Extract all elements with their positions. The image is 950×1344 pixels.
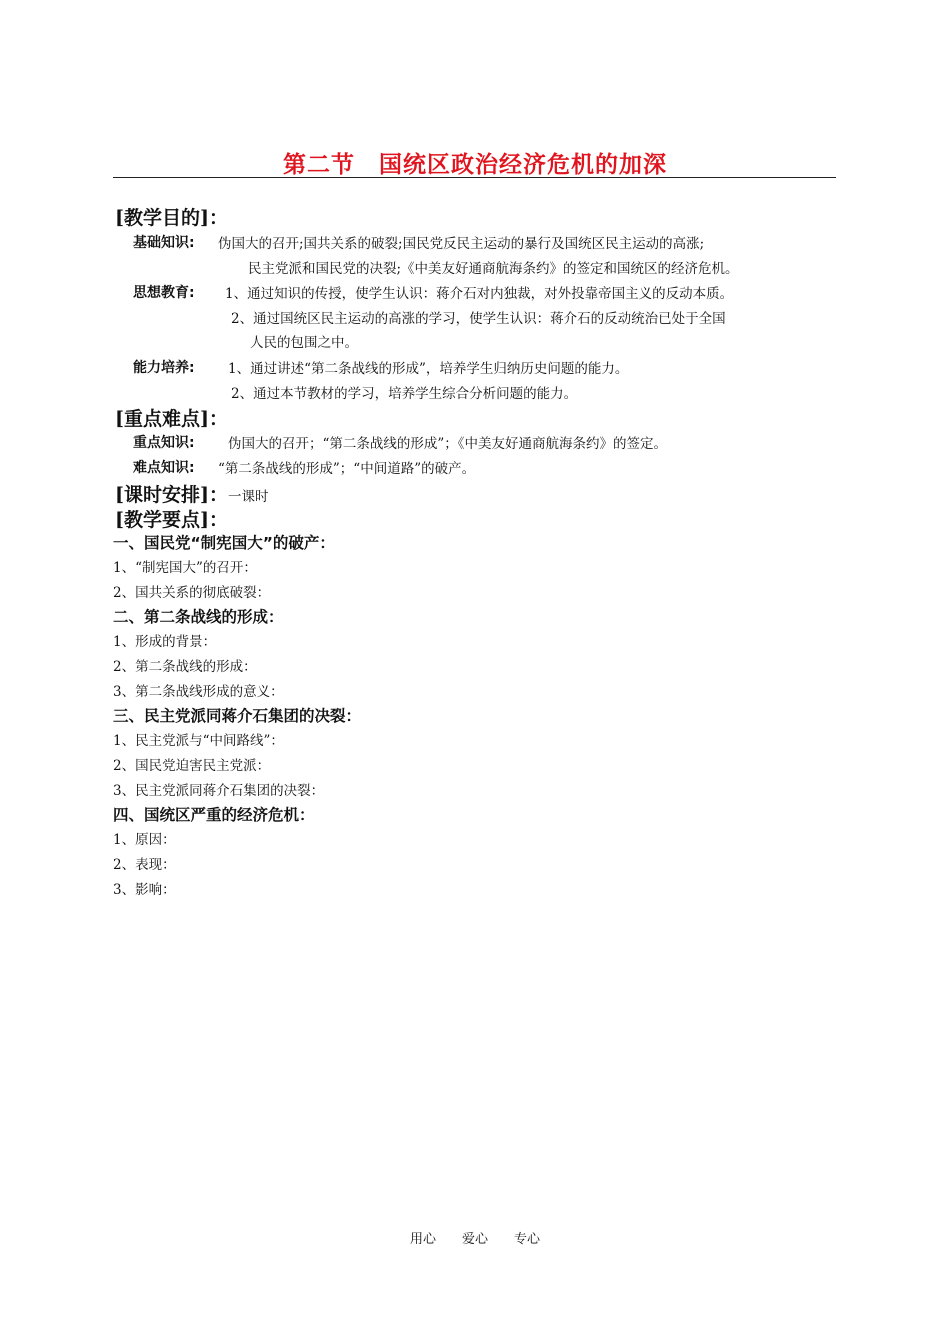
outline-item: 3、影响：: [113, 882, 176, 898]
page-footer: 用心 爱心 专心: [409, 1232, 540, 1247]
schedule-value: 一课时: [227, 489, 269, 505]
outline-section-title: 四、国统区严重的经济危机：: [113, 806, 315, 824]
thought-label: 思想教育:: [133, 285, 195, 301]
thought-line-1: 1、通过知识的传授，使学生认识：蒋介石对内独裁，对外投靠帝国主义的反动本质。: [225, 286, 734, 302]
outline-item: 1、原因：: [113, 832, 176, 848]
schedule-heading-label: [课时安排]：: [115, 484, 228, 506]
keypoints-heading: [重点难点]：: [115, 408, 228, 430]
knowledge-line-2: 民主党派和国民党的决裂;《中美友好通商航海条约》的签定和国统区的经济危机。: [248, 261, 739, 277]
hard-knowledge-label: 难点知识:: [133, 460, 195, 476]
outline-heading: [教学要点]：: [115, 509, 228, 531]
ability-label: 能力培养:: [133, 360, 195, 376]
outline-section-title: 一、国民党“制宪国大”的破产：: [113, 534, 335, 552]
outline-item: 2、国共关系的彻底破裂：: [113, 585, 271, 601]
schedule-heading: [115, 480, 268, 507]
outline-item: 1、“制宪国大”的召开：: [113, 560, 257, 576]
objectives-heading: [教学目的]：: [115, 207, 228, 229]
hard-knowledge-text: “第二条战线的形成”；“中间道路”的破产。: [218, 461, 476, 477]
outline-item: 1、形成的背景：: [113, 634, 217, 650]
ability-line-2: 2、通过本节教材的学习，培养学生综合分析问题的能力。: [231, 386, 578, 402]
outline-section-title: 二、第二条战线的形成：: [113, 608, 284, 626]
thought-line-2: 2、通过国统区民主运动的高涨的学习，使学生认识：蒋介石的反动统治已处于全国: [231, 311, 726, 327]
outline-item: 2、第二条战线的形成：: [113, 659, 257, 675]
ability-line-1: 1、通过讲述“第二条战线的形成”，培养学生归纳历史问题的能力。: [228, 361, 629, 377]
thought-line-3: 人民的包围之中。: [250, 335, 358, 351]
outline-item: 3、第二条战线形成的意义：: [113, 684, 284, 700]
knowledge-line-1: 伪国大的召开;国共关系的破裂;国民党反民主运动的暴行及国统区民主运动的高涨;: [218, 236, 705, 252]
outline-item: 2、表现：: [113, 857, 176, 873]
outline-item: 3、民主党派同蒋介石集团的决裂：: [113, 783, 325, 799]
outline-item: 2、国民党迫害民主党派：: [113, 758, 271, 774]
outline-section-title: 三、民主党派同蒋介石集团的决裂：: [113, 707, 362, 725]
outline-item: 1、民主党派与“中间路线”：: [113, 733, 284, 749]
key-knowledge-label: 重点知识:: [133, 435, 195, 451]
page-title: 第二节 国统区政治经济危机的加深: [283, 152, 667, 178]
knowledge-label: 基础知识:: [133, 235, 195, 251]
title-divider: [113, 177, 836, 178]
key-knowledge-text: 伪国大的召开；“第二条战线的形成”；《中美友好通商航海条约》的签定。: [228, 436, 668, 452]
